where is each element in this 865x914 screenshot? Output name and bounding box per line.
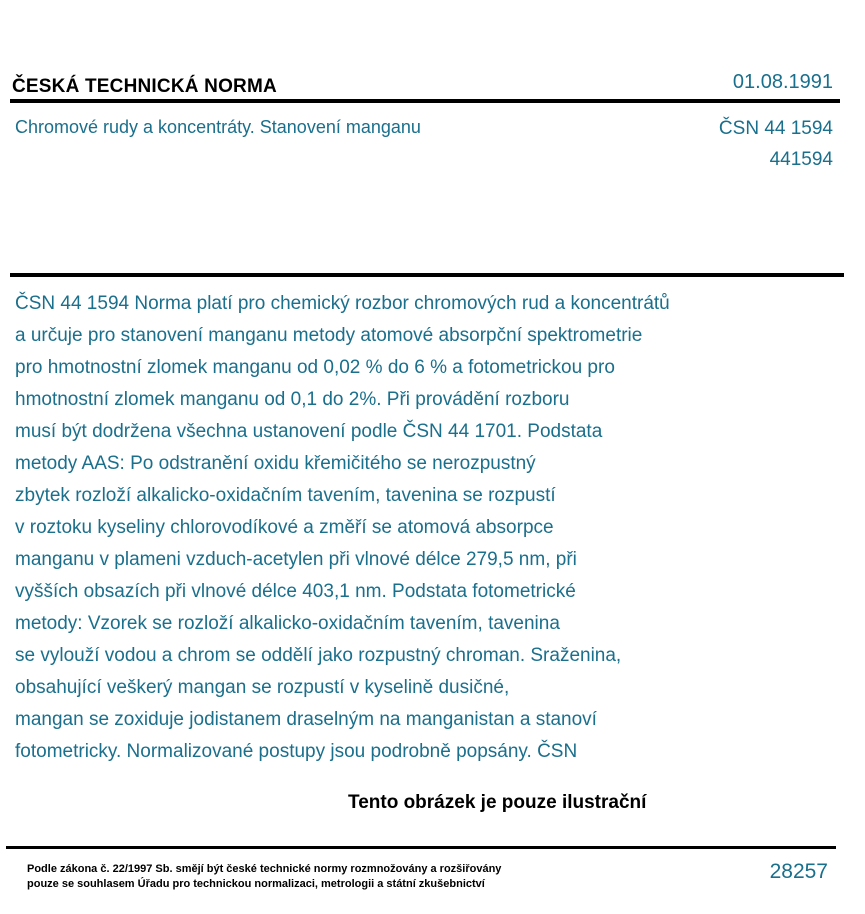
abstract-line: fotometricky. Normalizované postupy jsou podrobně popsány. ČSN — [15, 741, 578, 762]
abstract-line: obsahující veškerý mangan se rozpustí v kyselině dusičné, — [15, 677, 510, 698]
footer-divider — [6, 846, 836, 849]
abstract-line: pro hmotnostní zlomek manganu od 0,02 % do 6 % a fotometrickou pro — [15, 357, 615, 378]
issue-date: 01.08.1991 — [732, 71, 833, 93]
section-divider — [10, 273, 844, 277]
abstract-line: hmotnostní zlomek manganu od 0,1 do 2%. Při provádění rozboru — [15, 389, 570, 410]
abstract-line: manganu v plameni vzduch-acetylen při vlnové délce 279,5 nm, při — [15, 549, 577, 570]
abstract-text — [15, 288, 815, 768]
standard-code: ČSN 44 1594 — [718, 118, 833, 139]
illustration-note: Tento obrázek je pouze ilustrační — [348, 792, 647, 813]
abstract-line: v roztoku kyseliny chlorovodíkové a změří se atomová absorpce — [15, 517, 554, 538]
page-id: 28257 — [769, 860, 828, 883]
legal-notice — [27, 862, 501, 892]
abstract-line: musí být dodržena všechna ustanovení podle ČSN 44 1701. Podstata — [15, 421, 603, 442]
legal-notice-line: Podle zákona č. 22/1997 Sb. smějí být české technické normy rozmnožovány a rozšiřovány — [27, 863, 502, 875]
abstract-line: vyšších obsazích při vlnové délce 403,1 nm. Podstata fotometrické — [15, 581, 576, 602]
catalog-number: 441594 — [769, 149, 833, 170]
standard-subtitle: Chromové rudy a koncentráty. Stanovení manganu — [15, 117, 421, 137]
abstract-line: se vylouží vodou a chrom se oddělí jako rozpustný chroman. Sraženina, — [15, 645, 622, 666]
abstract-line: mangan se zoxiduje jodistanem draselným na manganistan a stanoví — [15, 709, 597, 730]
abstract-line: metody AAS: Po odstranění oxidu křemičitého se nerozpustný — [15, 453, 536, 474]
legal-notice-line: pouze se souhlasem Úřadu pro technickou normalizaci, metrologii a státní zkušebnictví — [27, 878, 485, 890]
document-header-title: ČESKÁ TECHNICKÁ NORMA — [12, 76, 277, 97]
abstract-line: metody: Vzorek se rozloží alkalicko-oxidačním tavením, tavenina — [15, 613, 560, 634]
abstract-line: a určuje pro stanovení manganu metody atomové absorpční spektrometrie — [15, 325, 643, 346]
abstract-line: ČSN 44 1594 Norma platí pro chemický rozbor chromových rud a koncentrátů — [15, 293, 670, 314]
abstract-line: zbytek rozloží alkalicko-oxidačním tavením, tavenina se rozpustí — [15, 485, 556, 506]
header-divider — [10, 99, 840, 103]
